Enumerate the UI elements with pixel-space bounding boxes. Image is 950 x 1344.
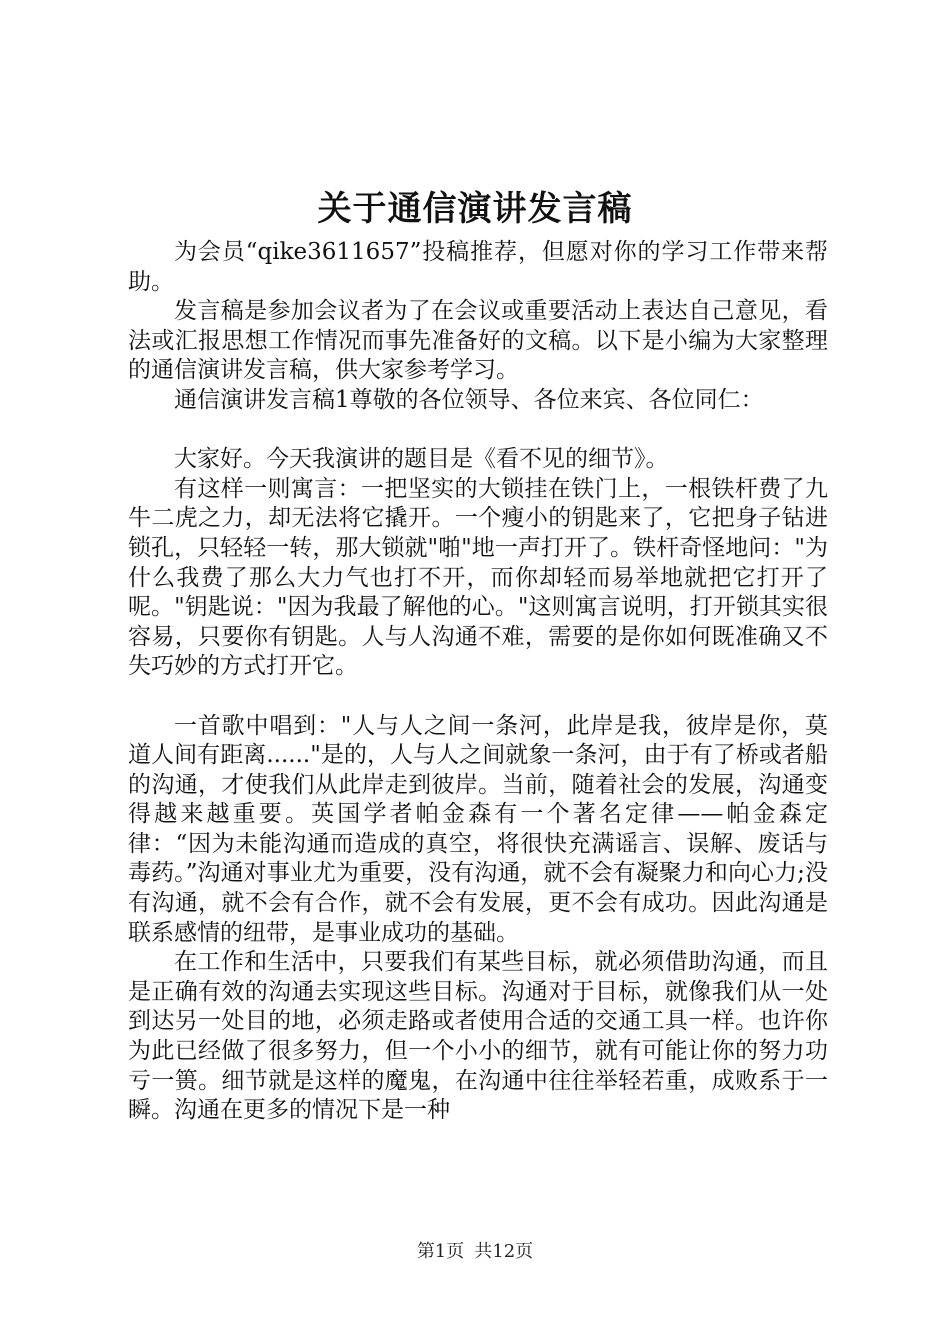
paragraph-salutation: 通信演讲发言稿1尊敬的各位领导、各位来宾、各位同仁： — [174, 386, 764, 413]
document-body — [128, 238, 828, 1126]
paragraph-fable: 有这样一则寓言：一把坚实的大锁挂在铁门上，一根铁杆费了九牛二虎之力，却无法将它撬开。一个瘦小的钥匙来了，它把身子钻进锁孔，只轻轻一转，那大锁就"啪"地一声打开了。铁杆奇怪地问："为什么我费了那么大力气也打不开，而你却轻而易举地就把它打开了呢。"钥匙说："因为我最了解他的心。"这则寓言说明，打开锁其实很容易，只要你有钥匙。人与人沟通不难，需要的是你如何既准确又不失巧妙的方式打开它。 — [128, 475, 828, 680]
page-number: 第1页 — [416, 1241, 465, 1262]
paragraph-spacer — [128, 416, 828, 446]
page-total: 共12页 — [474, 1241, 534, 1262]
paragraph-definition: 发言稿是参加会议者为了在会议或重要活动上表达自己意见，看法或汇报思想工作情况而事先准备好的文稿。以下是小编为大家整理的通信演讲发言稿，供大家参考学习。 — [128, 298, 828, 384]
document-title: 关于通信演讲发言稿 — [317, 189, 633, 229]
paragraph-song: 一首歌中唱到："人与人之间一条河，此岸是我，彼岸是你，莫道人间有距离......"是的，人与人之间就象一条河，由于有了桥或者船的沟通，才使我们从此岸走到彼岸。当前，随着社会的发展，沟通变得越来越重要。英国学者帕金森有一个著名定律——帕金森定律：“因为未能沟通而造成的真空，将很快充满谣言、误解、废话与毒药。”沟通对事业尤为重要，没有沟通，就不会有凝聚力和向心力;没有沟通，就不会有合作，就不会有发展，更不会有成功。因此沟通是联系感情的纽带，是事业成功的基础。 — [128, 712, 828, 946]
page-footer — [0, 1240, 950, 1264]
paragraph-intro: 为会员“qike3611657”投稿推荐，但愿对你的学习工作带来帮助。 — [128, 239, 828, 295]
paragraph-spacer — [128, 682, 828, 712]
paragraph-work-life: 在工作和生活中，只要我们有某些目标，就必须借助沟通，而且是正确有效的沟通去实现这些目标。沟通对于目标，就像我们从一处到达另一处目的地，必须走路或者使用合适的交通工具一样。也许你为此已经做了很多努力，但一个小小的细节，就有可能让你的努力功亏一篑。细节就是这样的魔鬼，在沟通中往往举轻若重，成败系于一瞬。沟通在更多的情况下是一种 — [128, 949, 828, 1124]
paragraph-greeting: 大家好。今天我演讲的题目是《看不见的细节》。 — [174, 446, 669, 473]
